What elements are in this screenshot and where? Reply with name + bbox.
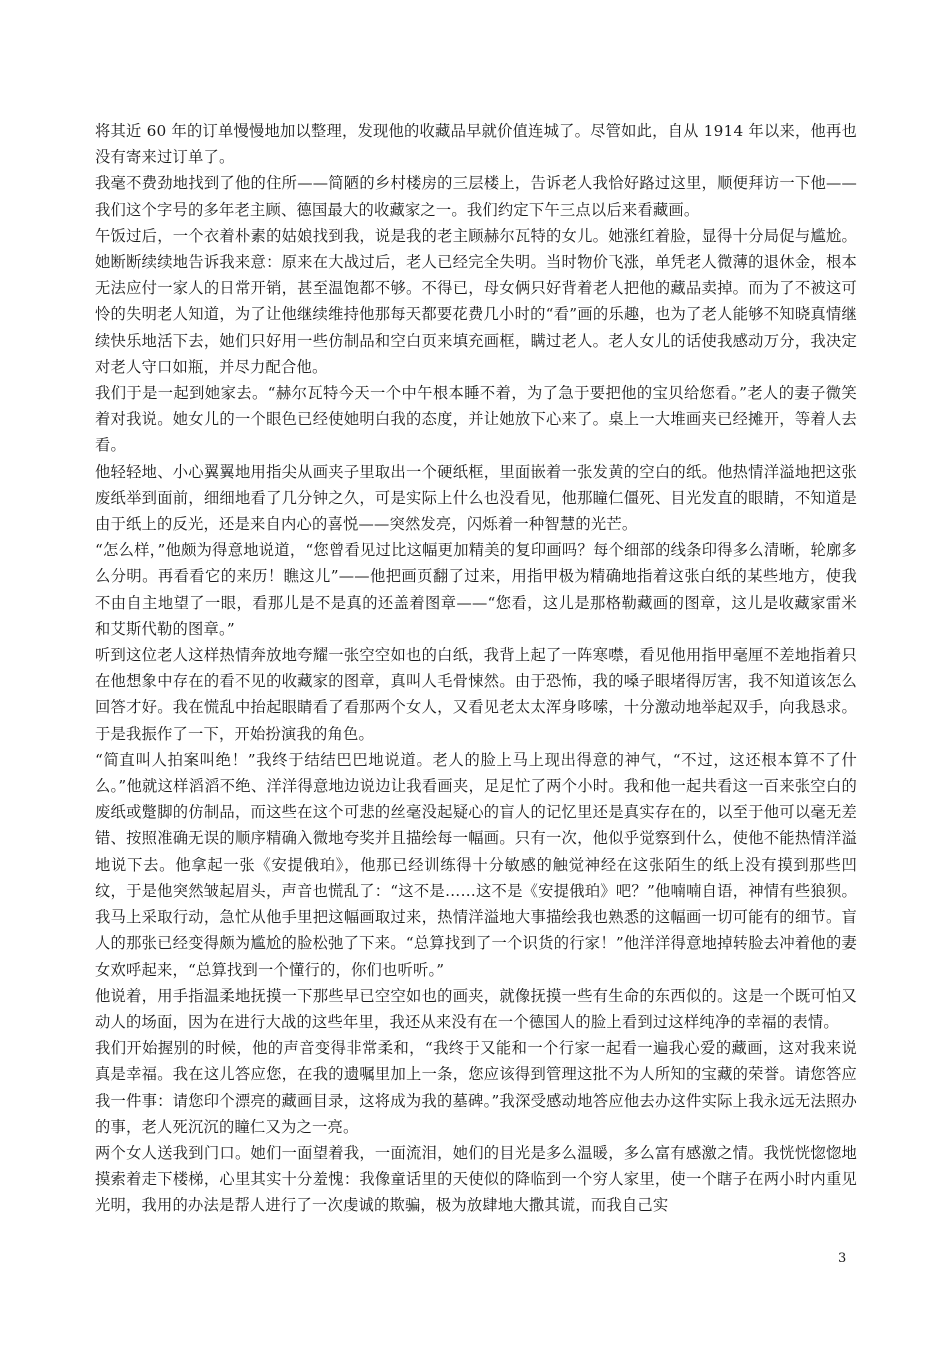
page-number: 3 (838, 1251, 847, 1266)
paragraph-9: 他说着，用手指温柔地抚摸一下那些早已空空如也的画夹，就像抚摸一些有生命的东西似的。这是一个既可怕又动人的场面，因为在进行大战的这些年里，我还从来没有在一个德国人的脸上看到过这样纯净的幸福的表情。 (95, 986, 857, 1031)
paragraph-3: 午饭过后，一个衣着朴素的姑娘找到我，说是我的老主顾赫尔瓦特的女儿。她涨红着脸，显得十分局促与尴尬。她断断续续地告诉我来意：原来在大战过后，老人已经完全失明。当时物价飞涨，单凭老人微薄的退休金，根本无法应付一家人的日常开销，甚至温饱都不够。不得已，母女俩只好背着老人把他的藏品卖掉。而为了不被这可怜的失明老人知道，为了让他继续维持他那每天都要花费几小时的“看”画的乐趣，也为了老人能够不知晓真情继续快乐地活下去，她们只好用一些仿制品和空白页来填充画框，瞒过老人。老人女儿的话使我感动万分，我决定对老人守口如瓶，并尽力配合他。 (95, 226, 857, 376)
paragraph-2: 我毫不费劲地找到了他的住所——简陋的乡村楼房的三层楼上，告诉老人我恰好路过这里，顺便拜访一下他——我们这个字号的多年老主顾、德国最大的收藏家之一。我们约定下午三点以后来看藏画。 (95, 174, 857, 219)
paragraph-4: 我们于是一起到她家去。“赫尔瓦特今天一个中午根本睡不着，为了急于要把他的宝贝给您看。”老人的妻子微笑着对我说。她女儿的一个眼色已经使她明白我的态度，并让她放下心来了。桌上一大堆画夹已经摊开，等着人去看。 (95, 384, 857, 455)
paragraph-10: 我们开始握别的时候，他的声音变得非常柔和，“我终于又能和一个行家一起看一遍我心爱的藏画，这对我来说真是幸福。我在这儿答应您，在我的遗嘱里加上一条，您应该得到管理这批不为人所知的宝藏的荣誉。请您答应我一件事：请您印个漂亮的藏画目录，这将成为我的墓碑。”我深受感动地答应他去办这件实际上我永远无法照办的事，老人死沉沉的瞳仁又为之一亮。 (95, 1039, 857, 1136)
paragraph-6: “怎么样，”他颇为得意地说道，“您曾看见过比这幅更加精美的复印画吗？每个细部的线条印得多么清晰，轮廓多么分明。再看看它的来历！瞧这儿”——他把画页翻了过来，用指甲极为精确地指着这张白纸的某些地方，使我不由自主地望了一眼，看那儿是不是真的还盖着图章——“您看，这儿是那格勒藏画的图章，这儿是收藏家雷米和艾斯代勒的图章。” (95, 541, 857, 638)
paragraph-5: 他轻轻地、小心翼翼地用指尖从画夹子里取出一个硬纸框，里面嵌着一张发黄的空白的纸。他热情洋溢地把这张废纸举到面前，细细地看了几分钟之久，可是实际上什么也没看见，他那瞳仁僵死、目光发直的眼睛，不知道是由于纸上的反光，还是来自内心的喜悦——突然发亮，闪烁着一种智慧的光芒。 (95, 462, 857, 534)
paragraph-8: “简直叫人拍案叫绝！”我终于结结巴巴地说道。老人的脸上马上现出得意的神气，“不过，这还根本算不了什么。”他就这样滔滔不绝、洋洋得意地边说边让我看画夹，足足忙了两个小时。我和他一起共看这一百来张空白的废纸或蹩脚的仿制品，而这些在这个可悲的丝毫没起疑心的盲人的记忆里还是真实存在的，以至于他可以毫无差错、按照准确无误的顺序精确入微地夸奖并且描绘每一幅画。只有一次，他似乎觉察到什么，使他不能热情洋溢地说下去。他拿起一张《安提俄珀》，他那已经训练得十分敏感的触觉神经在这张陌生的纸上没有摸到那些凹纹，于是他突然皱起眉头，声音也慌乱了：“这不是……这不是《安提俄珀》吧？”他喃喃自语，神情有些狼狈。我马上采取行动，急忙从他手里把这幅画取过来，热情洋溢地大事描绘我也熟悉的这幅画一切可能有的细节。盲人的那张已经变得颇为尴尬的脸松弛了下来。“总算找到了一个识货的行家！”他洋洋得意地掉转脸去冲着他的妻女欢呼起来，“总算找到一个懂行的，你们也听听。” (95, 750, 857, 979)
article-body (95, 118, 857, 1219)
paragraph-11: 两个女人送我到门口。她们一面望着我，一面流泪，她们的目光是多么温暖，多么富有感激之情。我恍恍惚惚地摸索着走下楼梯，心里其实十分羞愧：我像童话里的天使似的降临到一个穷人家里，使一个瞎子在两小时内重见光明，我用的办法是帮人进行了一次虔诚的欺骗，极为放肆地大撒其谎，而我自己实 (95, 1143, 857, 1215)
paragraph-1: 将其近 60 年的订单慢慢地加以整理，发现他的收藏品早就价值连城了。尽管如此，自从 1914 年以来，他再也没有寄来过订单了。 (95, 122, 857, 167)
paragraph-7: 听到这位老人这样热情奔放地夸耀一张空空如也的白纸，我背上起了一阵寒噤，看见他用指甲毫厘不差地指着只在他想象中存在的看不见的收藏家的图章，真叫人毛骨悚然。由于恐怖，我的嗓子眼堵得厉害，我不知道该怎么回答才好。我在慌乱中抬起眼睛看了看那两个女人，又看见老太太浑身哆嗦，十分激动地举起双手，向我恳求。于是我振作了一下，开始扮演我的角色。 (95, 646, 857, 743)
